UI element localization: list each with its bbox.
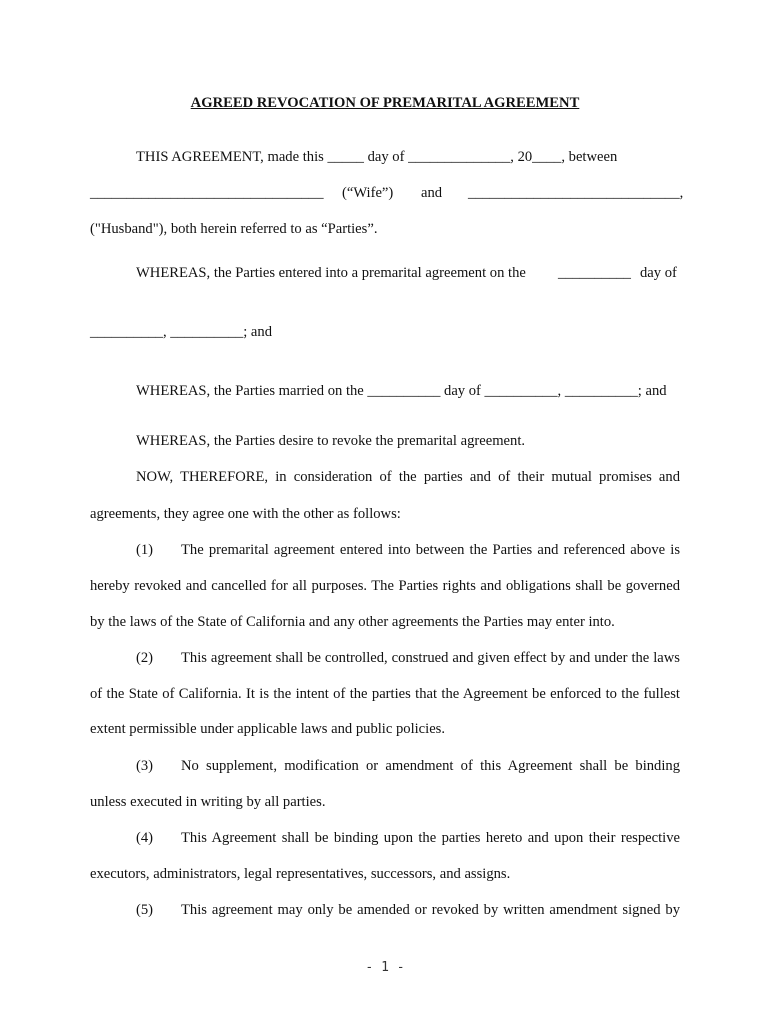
page-number: - 1 - — [365, 960, 405, 975]
clause-4-first-line: This Agreement shall be binding upon the parties hereto and upon their respective — [181, 830, 680, 846]
wife-name-blank: ________________________________ — [90, 185, 324, 201]
clause-5-number: (5) — [136, 902, 154, 918]
whereas1-text: WHEREAS, the Parties entered into a premarital agreement on the — [136, 265, 526, 281]
clause-3-line-2: unless executed in writing by all parties. — [90, 794, 326, 810]
intro-line: THIS AGREEMENT, made this _____ day of ______________, 20____, between — [136, 149, 618, 165]
clause-2-line-2: of the State of California. It is the intent of the parties that the Agreement be enforced to the fullest — [90, 686, 680, 702]
clause-1-number: (1) — [136, 542, 154, 558]
now-therefore-line-1: NOW, THEREFORE, in consideration of the parties and of their mutual promises and — [136, 469, 680, 485]
husband-name-blank: _____________________________, — [468, 185, 684, 201]
whereas2-line: WHEREAS, the Parties married on the __________ day of __________, __________; and — [136, 383, 667, 399]
now-therefore-line-2: agreements, they agree one with the other as follows: — [90, 506, 401, 522]
clause-5-first-line: This agreement may only be amended or revoked by written amendment signed by — [181, 902, 680, 918]
husband-line: ("Husband"), both herein referred to as “Parties”. — [90, 221, 378, 237]
whereas1-blank: __________ — [558, 265, 631, 281]
whereas1-continuation: __________, __________; and — [90, 324, 273, 340]
document-title: AGREED REVOCATION OF PREMARITAL AGREEMENT — [190, 95, 580, 111]
clause-4-number: (4) — [136, 830, 154, 846]
clause-3-first-line: No supplement, modification or amendment of this Agreement shall be binding — [181, 758, 680, 774]
wife-label: (“Wife”) — [342, 185, 394, 201]
whereas1-end: day of — [640, 265, 677, 281]
whereas3-line: WHEREAS, the Parties desire to revoke the premarital agreement. — [136, 433, 526, 449]
clause-2-number: (2) — [136, 650, 154, 666]
clause-1-line-2: hereby revoked and cancelled for all purposes. The Parties rights and obligations shall be governed — [90, 578, 680, 594]
and-word: and — [421, 185, 443, 201]
clause-3-number: (3) — [136, 758, 154, 774]
clause-1-line-3: by the laws of the State of California and any other agreements the Parties may enter into. — [90, 614, 615, 630]
clause-1-first-line: The premarital agreement entered into between the Parties and referenced above is — [181, 542, 680, 558]
clause-2-first-line: This agreement shall be controlled, construed and given effect by and under the laws — [181, 650, 680, 666]
clause-2-line-3: extent permissible under applicable laws and public policies. — [90, 721, 446, 737]
clause-4-line-2: executors, administrators, legal representatives, successors, and assigns. — [90, 866, 511, 882]
